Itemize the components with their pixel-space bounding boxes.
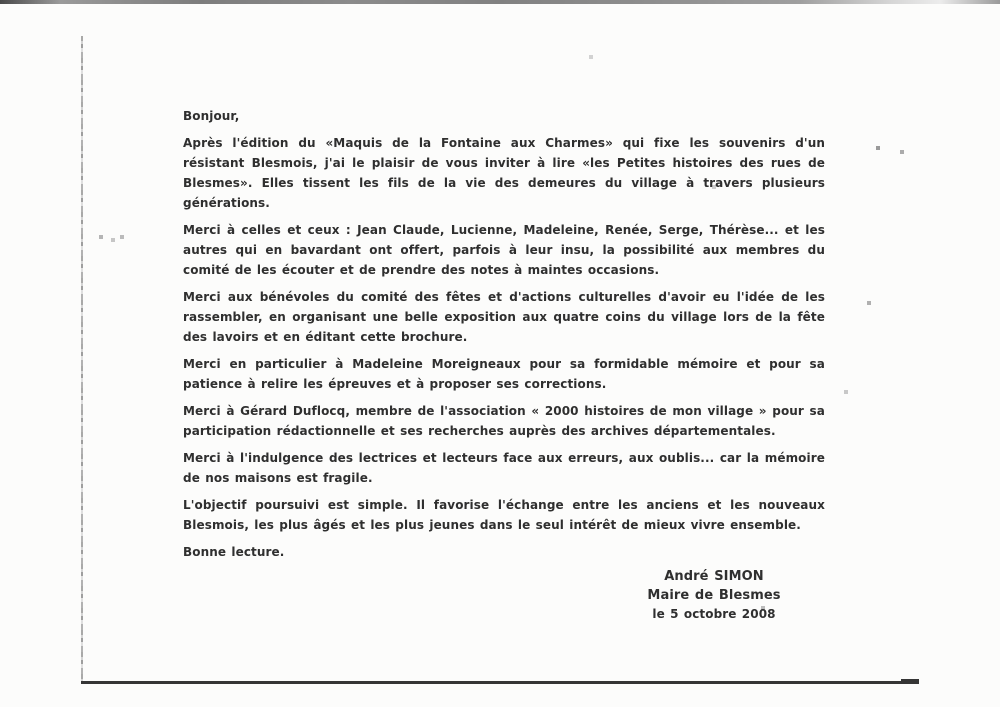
paragraph-objectif: L'objectif poursuivi est simple. Il favorise l'échange entre les anciens et les nouveaux Blesmois, les plus âgés et les plus jeunes dans le seul intérêt de mieux vivre ensemble. (183, 498, 825, 532)
closing: Bonne lecture. (183, 545, 285, 559)
scan-edge-top (0, 0, 1000, 4)
paragraph-merci-celles-et-ceux: Merci à celles et ceux : Jean Claude, Lucienne, Madeleine, Renée, Serge, Thérèse... et les autres qui en bavardant ont offert, parfois à leur insu, la possibilité aux membres du comité de les écouter et de prendre des notes à maintes occasions. (183, 223, 825, 277)
paragraph-merci-madeleine: Merci en particulier à Madeleine Moreigneaux pour sa formidable mémoire et pour sa patience à relire les épreuves et à proposer ses corrections. (183, 357, 825, 391)
signature-name: André SIMON (664, 569, 764, 584)
signature-date: le 5 octobre 2008 (652, 607, 776, 621)
scan-edge-left (81, 36, 83, 684)
letter-body (183, 106, 825, 624)
scan-noise-specks (0, 0, 2, 2)
paragraph-merci-benevoles: Merci aux bénévoles du comité des fêtes et d'actions culturelles d'avoir eu l'idée de les rassembler, en organisant une belle exposition aux quatre coins du village lors de la fête des lavoirs et en éditant cette brochure. (183, 290, 825, 344)
paragraph-edition: Après l'édition du «Maquis de la Fontaine aux Charmes» qui fixe les souvenirs d'un résistant Blesmois, j'ai le plaisir de vous inviter à lire «les Petites histoires des rues de Blesmes». Elles tissent les fils de la vie des demeures du village à travers plusieurs générations. (183, 136, 825, 210)
scan-edge-bottom (81, 681, 919, 684)
signature-block (603, 567, 825, 624)
paragraph-merci-indulgence: Merci à l'indulgence des lectrices et lecteurs face aux erreurs, aux oublis... car la mémoire de nos maisons est fragile. (183, 451, 825, 485)
signature-title: Maire de Blesmes (647, 588, 781, 603)
greeting: Bonjour, (183, 109, 240, 123)
paragraph-merci-gerard: Merci à Gérard Duflocq, membre de l'association « 2000 histoires de mon village » pour sa participation rédactionnelle et ses recherches auprès des archives départementales. (183, 404, 825, 438)
